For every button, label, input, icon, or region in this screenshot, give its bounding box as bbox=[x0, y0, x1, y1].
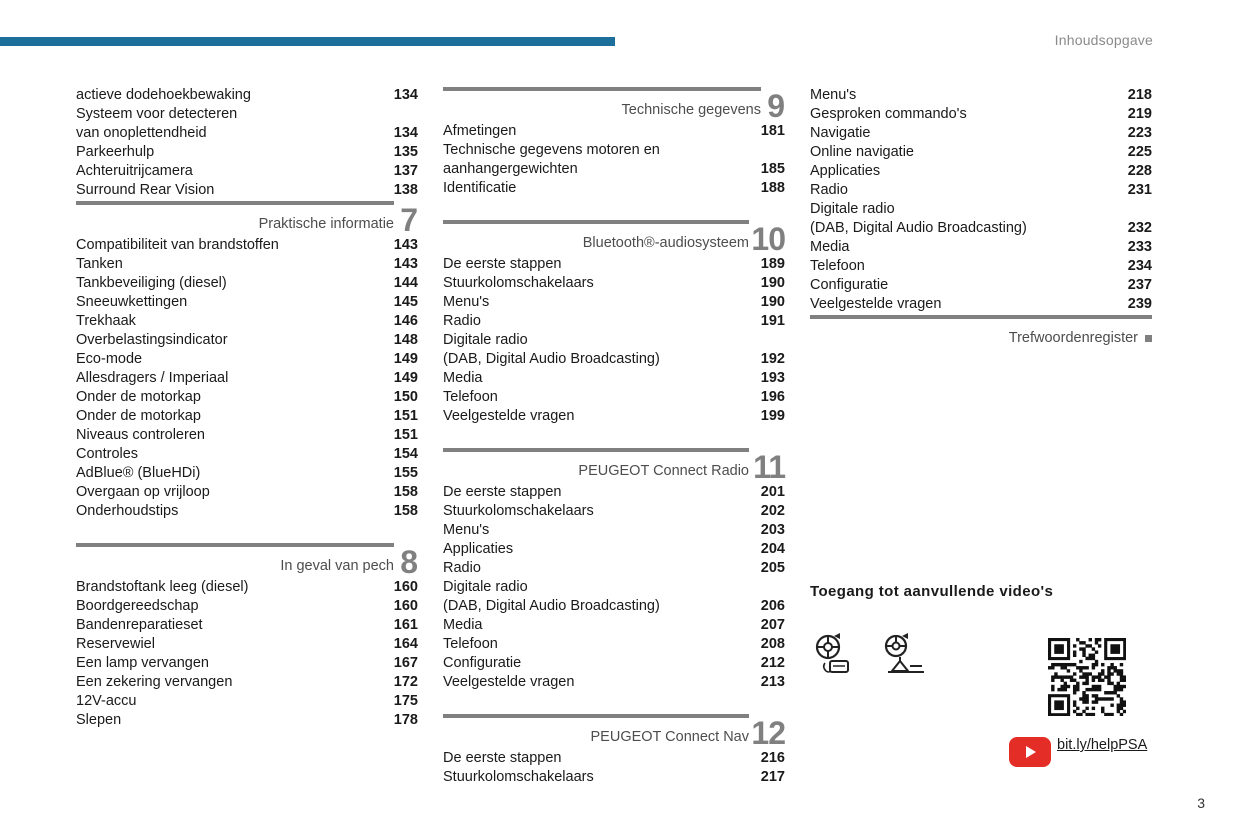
toc-entry-page: 216 bbox=[760, 750, 785, 766]
toc-entry-page: 155 bbox=[393, 465, 418, 481]
header-accent-bar bbox=[0, 37, 615, 46]
toc-entry-page: 213 bbox=[760, 674, 785, 690]
toc-entry-label: Menu's bbox=[443, 522, 490, 538]
toc-entry[interactable] bbox=[76, 692, 418, 711]
section-title: Technische gegevens bbox=[621, 102, 761, 118]
video-link[interactable]: bit.ly/helpPSA bbox=[1057, 737, 1148, 753]
toc-entry-label: Achteruitrijcamera bbox=[76, 163, 193, 179]
toc-entry-label: Menu's bbox=[443, 294, 490, 310]
toc-entry-label: 12V-accu bbox=[76, 693, 137, 709]
toc-entry[interactable] bbox=[76, 407, 418, 426]
toc-entry-page: 202 bbox=[760, 503, 785, 519]
toc-entry-label: Radio bbox=[443, 313, 481, 329]
toc-entry[interactable] bbox=[76, 635, 418, 654]
toc-entry-label: Onderhoudstips bbox=[76, 503, 179, 519]
toc-entry[interactable] bbox=[76, 711, 418, 730]
jack-wheel-change-icon bbox=[884, 633, 926, 682]
toc-entry-label: Digitale radio (DAB, Digital Audio Broadcasting) bbox=[443, 332, 660, 367]
toc-entry[interactable] bbox=[76, 255, 418, 274]
toc-column-3 bbox=[810, 86, 1152, 350]
toc-entry[interactable] bbox=[443, 768, 785, 787]
square-marker-icon bbox=[1145, 335, 1152, 342]
toc-entry-page: 218 bbox=[1127, 87, 1152, 103]
section-title: PEUGEOT Connect Radio bbox=[578, 463, 749, 479]
toc-entry-page: 148 bbox=[393, 332, 418, 348]
page-title: Inhoudsopgave bbox=[1054, 32, 1153, 48]
toc-entry-label: Bandenreparatieset bbox=[76, 617, 203, 633]
toc-entry[interactable] bbox=[443, 521, 785, 540]
section-header[interactable] bbox=[443, 713, 785, 749]
toc-entry-label: Media bbox=[443, 617, 483, 633]
toc-entry[interactable] bbox=[76, 350, 418, 369]
toc-entry[interactable] bbox=[76, 426, 418, 445]
section-number: 8 bbox=[400, 544, 418, 580]
toc-entry[interactable] bbox=[76, 369, 418, 388]
toc-entry-page: 149 bbox=[393, 351, 418, 367]
toc-entry-page: 135 bbox=[393, 144, 418, 160]
toc-entry-page: 145 bbox=[393, 294, 418, 310]
section-header-index[interactable] bbox=[810, 314, 1152, 350]
section-number: 11 bbox=[753, 449, 785, 485]
toc-entry-list bbox=[443, 122, 785, 198]
toc-entry-label: Niveaus controleren bbox=[76, 427, 205, 443]
toc-entry-page: 192 bbox=[760, 351, 785, 367]
toc-entry-page: 167 bbox=[393, 655, 418, 671]
toc-entry-label: De eerste stappen bbox=[443, 750, 562, 766]
toc-entry-page: 158 bbox=[393, 484, 418, 500]
toc-entry[interactable] bbox=[76, 483, 418, 502]
toc-entry[interactable] bbox=[443, 407, 785, 426]
toc-entry[interactable] bbox=[443, 293, 785, 312]
toc-entry[interactable] bbox=[76, 597, 418, 616]
toc-entry[interactable] bbox=[76, 181, 418, 200]
toc-entry-label: Telefoon bbox=[810, 258, 865, 274]
section-rule bbox=[810, 315, 1152, 319]
section-rule bbox=[443, 448, 749, 452]
toc-entry-label: Technische gegevens motoren en aanhangergewichten bbox=[443, 142, 660, 177]
toc-entry[interactable] bbox=[443, 578, 785, 616]
toc-section bbox=[443, 219, 785, 426]
toc-entry[interactable] bbox=[76, 86, 418, 105]
section-rule bbox=[443, 87, 761, 91]
toc-entry-page: 160 bbox=[393, 579, 418, 595]
toc-entry[interactable] bbox=[810, 200, 1152, 238]
toc-entry-label: Overgaan op vrijloop bbox=[76, 484, 210, 500]
youtube-icon[interactable] bbox=[1009, 737, 1051, 772]
section-header[interactable] bbox=[443, 86, 785, 122]
toc-entry-page: 181 bbox=[760, 123, 785, 139]
toc-entry[interactable] bbox=[76, 445, 418, 464]
toc-entry-label: De eerste stappen bbox=[443, 484, 562, 500]
section-number: 10 bbox=[751, 221, 785, 257]
toc-entry-page: 201 bbox=[760, 484, 785, 500]
toc-entry-label: Digitale radio (DAB, Digital Audio Broadcasting) bbox=[443, 579, 660, 614]
toc-entry-label: Radio bbox=[810, 182, 848, 198]
toc-entry-label: De eerste stappen bbox=[443, 256, 562, 272]
toc-entry-label: Media bbox=[810, 239, 850, 255]
toc-entry[interactable] bbox=[76, 464, 418, 483]
toc-entry-label: Identificatie bbox=[443, 180, 517, 196]
toc-entry-label: Tankbeveiliging (diesel) bbox=[76, 275, 227, 291]
toc-entry-page: 160 bbox=[393, 598, 418, 614]
toc-entry[interactable] bbox=[443, 559, 785, 578]
toc-entry-page: 199 bbox=[760, 408, 785, 424]
section-rule bbox=[443, 220, 749, 224]
toc-column-1 bbox=[76, 86, 418, 751]
toc-entry[interactable] bbox=[76, 578, 418, 597]
toc-entry-list bbox=[443, 255, 785, 426]
section-title: In geval van pech bbox=[280, 558, 394, 574]
toc-entry-label: Telefoon bbox=[443, 389, 498, 405]
toc-entry-page: 191 bbox=[760, 313, 785, 329]
toc-entry-list bbox=[76, 86, 418, 200]
section-number: 7 bbox=[400, 202, 418, 238]
toc-entry-label: Allesdragers / Imperiaal bbox=[76, 370, 229, 386]
toc-entry-page: 154 bbox=[393, 446, 418, 462]
page-number: 3 bbox=[1197, 795, 1205, 811]
toc-entry[interactable] bbox=[443, 388, 785, 407]
toc-section bbox=[443, 447, 785, 692]
toc-entry-label: Veelgestelde vragen bbox=[443, 674, 575, 690]
section-rule bbox=[76, 543, 394, 547]
toc-entry-page: 185 bbox=[760, 161, 785, 177]
toc-entry[interactable] bbox=[76, 143, 418, 162]
toc-entry[interactable] bbox=[76, 673, 418, 692]
section-title: PEUGEOT Connect Nav bbox=[590, 729, 749, 745]
toc-entry-label: Stuurkolomschakelaars bbox=[443, 503, 594, 519]
toc-entry[interactable] bbox=[443, 540, 785, 559]
toc-entry-label: actieve dodehoekbewaking bbox=[76, 87, 251, 103]
toc-entry[interactable] bbox=[443, 502, 785, 521]
section-rule bbox=[76, 201, 394, 205]
toc-entry-page: 137 bbox=[393, 163, 418, 179]
toc-entry[interactable] bbox=[443, 673, 785, 692]
toc-entry-page: 203 bbox=[760, 522, 785, 538]
toc-entry[interactable] bbox=[76, 312, 418, 331]
toc-entry[interactable] bbox=[76, 616, 418, 635]
toc-entry-label: Controles bbox=[76, 446, 139, 462]
toc-entry-label: Trekhaak bbox=[76, 313, 136, 329]
toc-entry-label: Een zekering vervangen bbox=[76, 674, 233, 690]
toc-entry[interactable] bbox=[443, 141, 785, 179]
toc-entry[interactable] bbox=[810, 276, 1152, 295]
toc-entry-page: 150 bbox=[393, 389, 418, 405]
section-header[interactable] bbox=[76, 200, 418, 236]
toc-entry-label: Tanken bbox=[76, 256, 123, 272]
toc-entry-label: Stuurkolomschakelaars bbox=[443, 275, 594, 291]
toc-entry[interactable] bbox=[443, 654, 785, 673]
toc-entry-page: 237 bbox=[1127, 277, 1152, 293]
toc-entry-page: 134 bbox=[393, 87, 418, 103]
toc-entry[interactable] bbox=[810, 257, 1152, 276]
toc-entry[interactable] bbox=[76, 331, 418, 350]
toc-entry-page: 178 bbox=[393, 712, 418, 728]
toc-entry-page: 212 bbox=[760, 655, 785, 671]
toc-entry-page: 205 bbox=[760, 560, 785, 576]
toc-entry-page: 158 bbox=[393, 503, 418, 519]
toc-entry[interactable] bbox=[443, 331, 785, 369]
toc-entry-page: 175 bbox=[393, 693, 418, 709]
section-rule bbox=[443, 714, 749, 718]
toc-entry-label: Een lamp vervangen bbox=[76, 655, 209, 671]
toc-entry-list bbox=[810, 86, 1152, 314]
toc-entry[interactable] bbox=[76, 293, 418, 312]
toc-entry-page: 164 bbox=[393, 636, 418, 652]
toc-entry-label: Applicaties bbox=[810, 163, 881, 179]
toc-entry-label: Boordgereedschap bbox=[76, 598, 199, 614]
toc-entry-page: 190 bbox=[760, 294, 785, 310]
toc-entry-label: Afmetingen bbox=[443, 123, 517, 139]
toc-entry-page: 143 bbox=[393, 237, 418, 253]
toc-entry[interactable] bbox=[443, 255, 785, 274]
tire-repair-kit-icon bbox=[815, 633, 853, 682]
toc-entry-label: Onder de motorkap bbox=[76, 408, 201, 424]
toc-entry-label: Surround Rear Vision bbox=[76, 182, 215, 198]
toc-entry-page: 208 bbox=[760, 636, 785, 652]
section-title: Trefwoordenregister bbox=[1008, 330, 1138, 346]
toc-entry-page: 217 bbox=[760, 769, 785, 785]
toc-entry-page: 190 bbox=[760, 275, 785, 291]
toc-entry-list bbox=[443, 749, 785, 787]
toc-entry-page: 223 bbox=[1127, 125, 1152, 141]
toc-entry-label: Sneeuwkettingen bbox=[76, 294, 188, 310]
toc-entry[interactable] bbox=[76, 654, 418, 673]
toc-entry-label: Stuurkolomschakelaars bbox=[443, 769, 594, 785]
toc-entry-page: 143 bbox=[393, 256, 418, 272]
toc-entry-page: 204 bbox=[760, 541, 785, 557]
toc-entry-label: Eco-mode bbox=[76, 351, 143, 367]
toc-section bbox=[76, 200, 418, 521]
toc-entry-page: 233 bbox=[1127, 239, 1152, 255]
toc-entry-label: Parkeerhulp bbox=[76, 144, 155, 160]
toc-entry-page: 138 bbox=[393, 182, 418, 198]
section-header[interactable] bbox=[443, 219, 785, 255]
toc-entry[interactable] bbox=[443, 483, 785, 502]
toc-entry-page: 219 bbox=[1127, 106, 1152, 122]
section-number: 9 bbox=[767, 88, 785, 124]
toc-entry-page: 225 bbox=[1127, 144, 1152, 160]
toc-entry[interactable] bbox=[76, 105, 418, 143]
toc-entry-page: 149 bbox=[393, 370, 418, 386]
toc-entry-page: 228 bbox=[1127, 163, 1152, 179]
toc-entry[interactable] bbox=[76, 502, 418, 521]
toc-entry[interactable] bbox=[810, 124, 1152, 143]
toc-entry-page: 193 bbox=[760, 370, 785, 386]
toc-entry-page: 151 bbox=[393, 427, 418, 443]
toc-entry[interactable] bbox=[443, 122, 785, 141]
toc-entry-list bbox=[76, 578, 418, 730]
toc-entry-label: Onder de motorkap bbox=[76, 389, 201, 405]
section-number: 12 bbox=[751, 715, 785, 751]
toc-entry-label: Systeem voor detecteren van onoplettendheid bbox=[76, 106, 238, 141]
toc-entry-list bbox=[76, 236, 418, 521]
toc-entry-list bbox=[443, 483, 785, 692]
toc-entry[interactable] bbox=[810, 105, 1152, 124]
toc-entry-page: 232 bbox=[1127, 220, 1152, 236]
toc-entry-page: 234 bbox=[1127, 258, 1152, 274]
toc-entry[interactable] bbox=[76, 274, 418, 293]
toc-entry-label: Reservewiel bbox=[76, 636, 155, 652]
toc-entry-label: Slepen bbox=[76, 712, 122, 728]
toc-entry[interactable] bbox=[443, 749, 785, 768]
toc-entry[interactable] bbox=[76, 236, 418, 255]
toc-entry-page: 207 bbox=[760, 617, 785, 633]
toc-entry-label: Brandstoftank leeg (diesel) bbox=[76, 579, 249, 595]
toc-entry[interactable] bbox=[810, 143, 1152, 162]
toc-entry-page: 239 bbox=[1127, 296, 1152, 312]
toc-entry-label: Media bbox=[443, 370, 483, 386]
video-section-title: Toegang tot aanvullende video's bbox=[810, 583, 1054, 600]
section-header[interactable] bbox=[76, 542, 418, 578]
toc-entry-page: 144 bbox=[393, 275, 418, 291]
toc-entry-label: Configuratie bbox=[443, 655, 522, 671]
toc-entry-label: Online navigatie bbox=[810, 144, 914, 160]
toc-section bbox=[443, 713, 785, 787]
toc-entry[interactable] bbox=[443, 369, 785, 388]
toc-entry-label: Navigatie bbox=[810, 125, 871, 141]
toc-entry-page: 161 bbox=[393, 617, 418, 633]
toc-entry-label: Veelgestelde vragen bbox=[443, 408, 575, 424]
toc-section bbox=[443, 86, 785, 198]
toc-entry-label: Overbelastingsindicator bbox=[76, 332, 228, 348]
toc-entry-page: 188 bbox=[760, 180, 785, 196]
toc-entry[interactable] bbox=[810, 181, 1152, 200]
toc-entry-page: 146 bbox=[393, 313, 418, 329]
toc-entry[interactable] bbox=[443, 179, 785, 198]
toc-entry[interactable] bbox=[76, 162, 418, 181]
toc-entry-page: 172 bbox=[393, 674, 418, 690]
toc-entry-label: Menu's bbox=[810, 87, 857, 103]
section-title: Praktische informatie bbox=[258, 216, 394, 232]
qr-code-icon bbox=[1048, 638, 1126, 721]
toc-entry-page: 151 bbox=[393, 408, 418, 424]
toc-entry-label: Telefoon bbox=[443, 636, 498, 652]
toc-entry[interactable] bbox=[443, 616, 785, 635]
toc-entry-page: 189 bbox=[760, 256, 785, 272]
toc-entry-page: 231 bbox=[1127, 182, 1152, 198]
toc-entry-label: Gesproken commando's bbox=[810, 106, 967, 122]
toc-entry-label: Compatibiliteit van brandstoffen bbox=[76, 237, 279, 253]
toc-section bbox=[76, 542, 418, 730]
toc-entry-label: Radio bbox=[443, 560, 481, 576]
toc-entry-label: AdBlue® (BlueHDi) bbox=[76, 465, 201, 481]
toc-entry[interactable] bbox=[810, 162, 1152, 181]
toc-entry[interactable] bbox=[810, 238, 1152, 257]
toc-entry[interactable] bbox=[443, 635, 785, 654]
toc-entry[interactable] bbox=[443, 312, 785, 331]
toc-entry[interactable] bbox=[810, 86, 1152, 105]
toc-entry[interactable] bbox=[810, 295, 1152, 314]
toc-entry-page: 134 bbox=[393, 125, 418, 141]
section-header[interactable] bbox=[443, 447, 785, 483]
toc-entry-label: Veelgestelde vragen bbox=[810, 296, 942, 312]
toc-entry[interactable] bbox=[443, 274, 785, 293]
toc-entry[interactable] bbox=[76, 388, 418, 407]
section-title: Bluetooth®-audiosysteem bbox=[582, 235, 749, 251]
toc-entry-page: 206 bbox=[760, 598, 785, 614]
toc-entry-page: 196 bbox=[760, 389, 785, 405]
toc-entry-label: Digitale radio (DAB, Digital Audio Broadcasting) bbox=[810, 201, 1027, 236]
toc-entry-label: Applicaties bbox=[443, 541, 514, 557]
toc-column-2 bbox=[443, 86, 785, 808]
toc-entry-label: Configuratie bbox=[810, 277, 889, 293]
